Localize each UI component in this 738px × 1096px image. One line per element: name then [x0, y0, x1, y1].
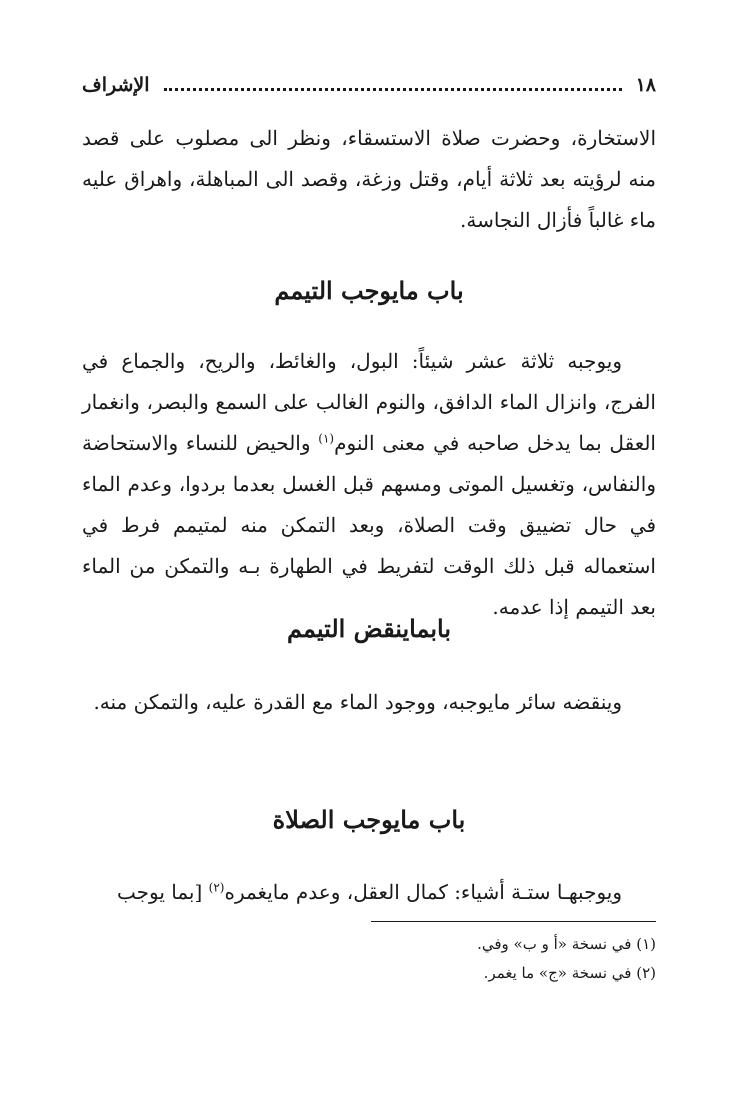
- footnotes: [82, 930, 656, 988]
- footnote-ref-1: (١): [318, 431, 335, 446]
- paragraph-tayammum-nullifiers: وينقضه سائر مايوجبه، ووجود الماء مع القدرة عليه، والتمكن منه.: [93, 690, 622, 714]
- paragraph-istikhara: الاستخارة، وحضرت صلاة الاستسقاء، ونظر الى مصلوب على قصد منه لرؤيته بعد ثلاثة أيام، وقتل وزغة، وقصد الى المباهلة، واهراق عليه ماء غالباً فأزال النجاسة.: [82, 126, 656, 232]
- paragraph-prayer-obligation: [82, 872, 656, 913]
- section-heading-tayammum-nullifiers: بابماينقض التيمم: [287, 614, 451, 643]
- paragraph-prayer-obligation-text-2: [بما يوجب: [117, 880, 209, 904]
- footnote-1: (١) في نسخة «أ و ب» وفي.: [477, 935, 656, 953]
- footnote-divider: [371, 921, 656, 922]
- footnote-ref-2: (٢): [208, 880, 225, 895]
- header-dot-leader: [164, 88, 622, 91]
- paragraph-tayammum-causes-text-1: ويوجبه ثلاثة عشر شيئاً: البول، والغائط، والريح، والجماع في الفرج، وانزال الماء الدافق، والنوم الغالب على السمع والبصر، وانغمار العقل بما يدخل صاحبه في معنى النوم: [82, 349, 656, 455]
- paragraph-tayammum-causes-text-2: والحيض للنساء والاستحاضة والنفاس، وتغسيل الموتى ومسهم قبل الغسل بعدما بردوا، وعدم الماء في حال تضييق وقت الصلاة، وبعد التمكن منه لمتيمم فرط في استعماله قبل ذلك الوقت لتفريط في الطهارة بـه والتمكن من الماء بعد التيمم إذا عدمه.: [82, 431, 656, 619]
- footnote-2: (٢) في نسخة «ج» ما يغمر.: [483, 964, 656, 982]
- running-header: [82, 70, 656, 100]
- paragraph-tayammum-causes: [82, 341, 656, 628]
- book-title: الإشراف: [82, 74, 150, 96]
- section-heading-prayer-obligation: باب مايوجب الصلاة: [272, 805, 466, 834]
- page-number: ١٨: [635, 74, 656, 96]
- paragraph-prayer-obligation-text-1: ويوجبهـا ستـة أشياء: كمال العقل، وعدم مايغمره: [224, 880, 622, 904]
- section-heading-tayammum-causes: باب مايوجب التيمم: [274, 276, 464, 305]
